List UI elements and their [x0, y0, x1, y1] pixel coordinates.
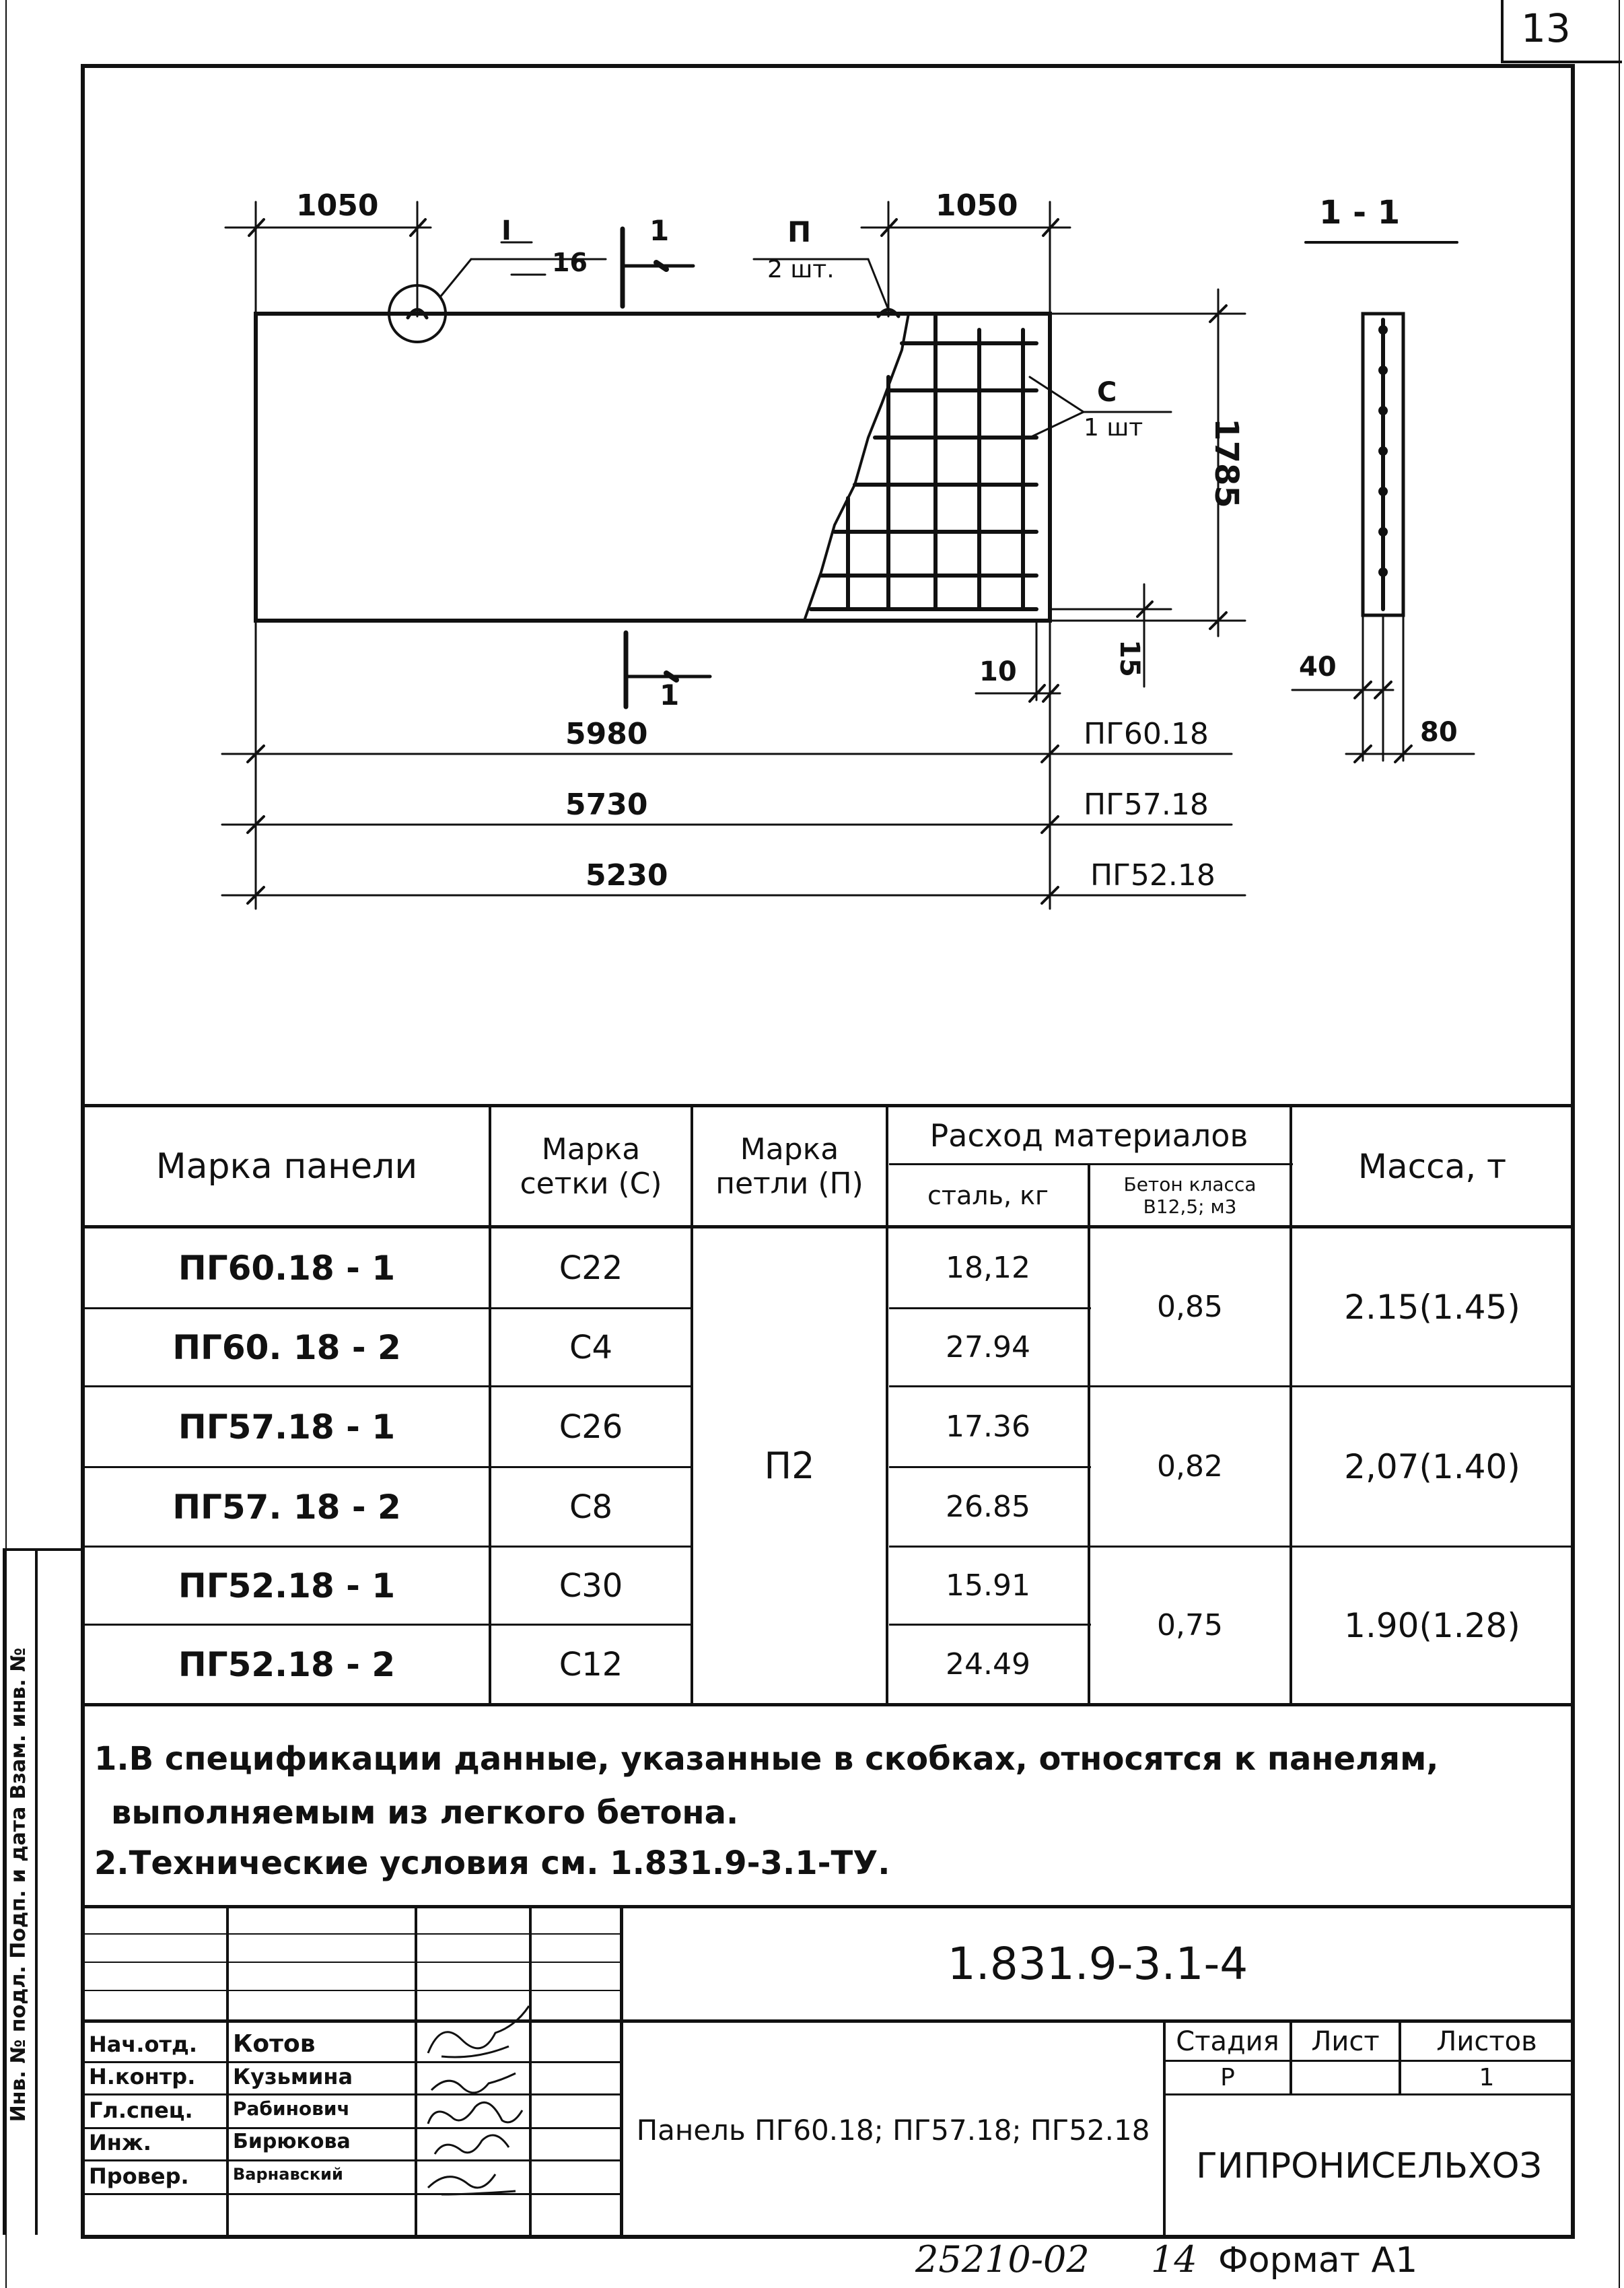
row-2-panel: ПГ60. 18 - 2 [172, 1327, 401, 1367]
note-line-1: 1.В спецификации данные, указанные в скобках, относятся к панелям, [94, 1740, 1439, 1778]
stage-value: Р [1220, 2063, 1235, 2091]
row-5-panel: ПГ52.18 - 1 [178, 1566, 396, 1605]
header-panel: Марка панели [155, 1146, 418, 1187]
document-code: 1.831.9-3.1-4 [947, 1938, 1248, 1990]
row-2-mesh: С4 [569, 1328, 613, 1366]
dim-10: 10 [979, 656, 1017, 687]
loop-mark: П [787, 215, 812, 248]
group-2-mass: 2,07(1.40) [1344, 1447, 1520, 1486]
group-1-concrete: 0,85 [1157, 1290, 1223, 1324]
header-concrete: Бетон класса В12,5; м3 [1123, 1173, 1257, 1218]
mesh-grid [811, 316, 1036, 609]
node-sub: 16 [552, 248, 588, 277]
header-materials: Расход материалов [929, 1117, 1248, 1154]
row-6-panel: ПГ52.18 - 2 [178, 1644, 396, 1684]
row-3-steel: 17.36 [946, 1410, 1030, 1444]
side-stamp-text: Инв. № подл. Подп. и дата Взам. инв. № [7, 1647, 30, 2122]
row-2-steel: 27.94 [946, 1330, 1030, 1364]
sheets-value: 1 [1479, 2063, 1495, 2091]
mesh-mark: С [1097, 377, 1117, 408]
dim-15: 15 [1113, 639, 1145, 677]
row-4-steel: 26.85 [946, 1490, 1030, 1524]
header-steel: сталь, кг [927, 1180, 1049, 1210]
page-number: 13 [1521, 5, 1571, 51]
sheets-label: Листов [1436, 2025, 1537, 2057]
group-2-concrete: 0,82 [1157, 1449, 1223, 1484]
section-mark-top: 1 [649, 214, 670, 247]
loop-value: П2 [764, 1445, 815, 1487]
panel-drawing [0, 0, 1624, 1104]
row-5-steel: 15.91 [946, 1568, 1030, 1603]
dim-1050-left: 1050 [296, 188, 379, 223]
organization: ГИПРОНИСЕЛЬХОЗ [1196, 2145, 1542, 2186]
group-1-mass: 2.15(1.45) [1344, 1287, 1520, 1327]
row-6-steel: 24.49 [946, 1647, 1030, 1682]
name-5: Варнавский [233, 2165, 343, 2184]
note-line-2: выполняемым из легкого бетона. [111, 1794, 739, 1832]
row-1-mesh: С22 [559, 1249, 623, 1287]
spec-table [85, 1104, 1572, 1710]
section-mark-bottom: 1 [660, 679, 680, 712]
loop-count: 2 шт. [767, 256, 835, 283]
footer-format: Формат А1 [1218, 2240, 1418, 2281]
header-mass: Масса, т [1357, 1146, 1507, 1186]
group-3-concrete: 0,75 [1157, 1608, 1223, 1642]
group-3-mass: 1.90(1.28) [1344, 1605, 1520, 1645]
row-6-mesh: С12 [559, 1645, 623, 1684]
dim-40: 40 [1299, 652, 1337, 683]
role-4: Инж. [89, 2130, 151, 2155]
footer-sheet: 14 [1151, 2238, 1197, 2281]
role-5: Провер. [89, 2163, 189, 2189]
header-mesh: Марка сетки (С) [520, 1132, 662, 1201]
row-5-mesh: С30 [559, 1566, 623, 1605]
name-3: Рабинович [233, 2098, 350, 2120]
header-loop: Марка петли (П) [715, 1132, 863, 1201]
dim-5730: 5730 [565, 788, 648, 822]
row-4-panel: ПГ57. 18 - 2 [172, 1487, 401, 1527]
dim-5230: 5230 [586, 858, 668, 893]
row-4-mesh: С8 [569, 1488, 613, 1526]
dim-1050-right: 1050 [935, 188, 1018, 223]
stage-label: Стадия [1176, 2025, 1279, 2057]
dim-5980: 5980 [565, 717, 648, 751]
sheet-label: Лист [1311, 2025, 1380, 2057]
role-2: Н.контр. [89, 2064, 196, 2089]
node-mark: I [501, 215, 511, 246]
note-line-3: 2.Технические условия см. 1.831.9-3.1-ТУ. [94, 1844, 890, 1882]
side-stamp-divider [35, 1548, 38, 2235]
role-3: Гл.спец. [89, 2098, 193, 2123]
dim-1785: 1785 [1207, 418, 1245, 508]
signatures [415, 1992, 549, 2235]
row-3-mesh: С26 [559, 1408, 623, 1446]
row-1-steel: 18,12 [946, 1251, 1030, 1285]
label-pg60: ПГ60.18 [1084, 717, 1209, 751]
sheet-value [1292, 2061, 1399, 2093]
document-title: Панель ПГ60.18; ПГ57.18; ПГ52.18 [636, 2113, 1150, 2147]
label-pg52: ПГ52.18 [1090, 858, 1215, 893]
name-1: Котов [233, 2030, 316, 2058]
footer-number: 25210-02 [915, 2238, 1090, 2281]
label-pg57: ПГ57.18 [1084, 788, 1209, 822]
name-4: Бирюкова [233, 2130, 351, 2153]
dim-80: 80 [1420, 717, 1458, 748]
side-stamp-left [3, 1548, 5, 2235]
role-1: Нач.отд. [89, 2032, 198, 2057]
section-title: 1 - 1 [1319, 194, 1401, 232]
mesh-count: 1 шт [1084, 414, 1143, 442]
row-3-panel: ПГ57.18 - 1 [178, 1407, 396, 1447]
row-1-panel: ПГ60.18 - 1 [178, 1248, 396, 1288]
name-2: Кузьмина [233, 2064, 353, 2089]
